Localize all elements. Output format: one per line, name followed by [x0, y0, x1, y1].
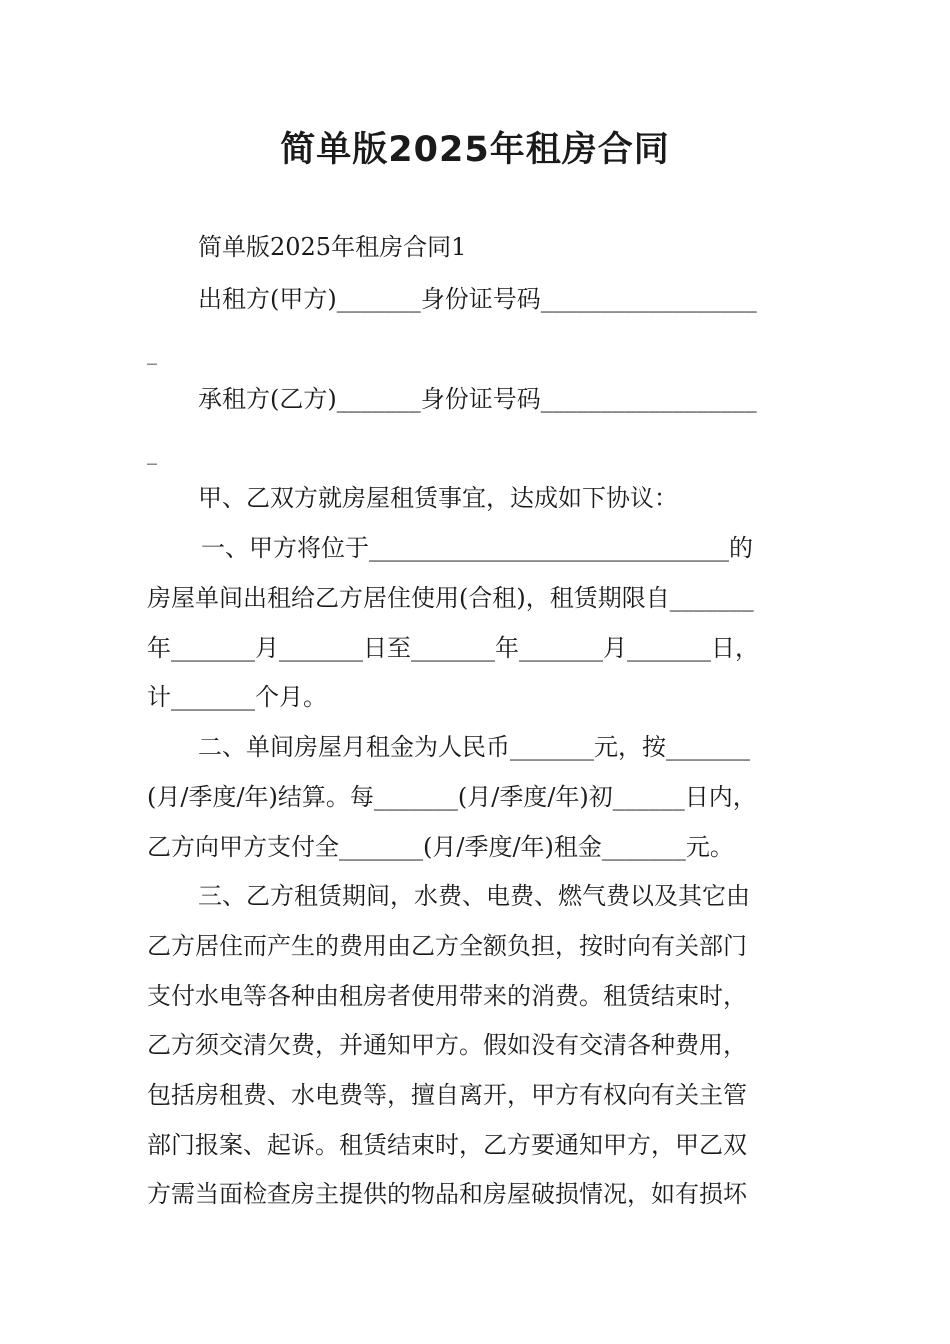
lessee-line: 承租方(乙方)_______身份证号码__________________	[198, 385, 757, 413]
clause-3-line-3: 支付水电等各种由租房者使用带来的消费。租赁结束时，	[147, 982, 747, 1010]
clause-3-line-5: 包括房租费、水电费等，擅自离开，甲方有权向有关主管	[147, 1081, 747, 1109]
clause-2-line-1: 二、单间房屋月租金为人民币_______元，按_______	[198, 733, 750, 761]
agreement-intro: 甲、乙双方就房屋租赁事宜，达成如下协议：	[198, 484, 678, 512]
clause-2-line-2: (月/季度/年)结算。每_______(月/季度/年)初______日内，	[147, 783, 757, 811]
clause-1-line-2: 房屋单间出租给乙方居住使用(合租)，租赁期限自_______	[147, 584, 754, 612]
clause-1-line-4: 计_______个月。	[147, 683, 327, 711]
clause-3-line-1: 三、乙方租赁期间，水费、电费、燃气费以及其它由	[198, 882, 750, 910]
clause-1-line-1: 一、甲方将位于______________________________的	[201, 534, 753, 562]
lessor-line: 出租方(甲方)_______身份证号码__________________	[198, 285, 757, 313]
clause-3-line-6: 部门报案、起诉。租赁结束时，乙方要通知甲方，甲乙双	[147, 1131, 747, 1159]
clause-3-line-2: 乙方居住而产生的费用由乙方全额负担，按时向有关部门	[147, 932, 747, 960]
clause-2-line-3: 乙方向甲方支付全_______(月/季度/年)租金_______元。	[147, 833, 734, 861]
subtitle-line: 简单版2025年租房合同1	[198, 233, 467, 261]
lessor-line-overflow: _	[147, 341, 157, 365]
clause-3-line-7: 方需当面检查房主提供的物品和房屋破损情况，如有损坏	[147, 1180, 747, 1208]
document-title: 简单版2025年租房合同	[280, 130, 670, 170]
clause-3-line-4: 乙方须交清欠费，并通知甲方。假如没有交清各种费用，	[147, 1031, 747, 1059]
clause-1-line-3: 年_______月_______日至_______年_______月_______日，	[147, 634, 759, 662]
lessee-line-overflow: _	[147, 441, 157, 465]
